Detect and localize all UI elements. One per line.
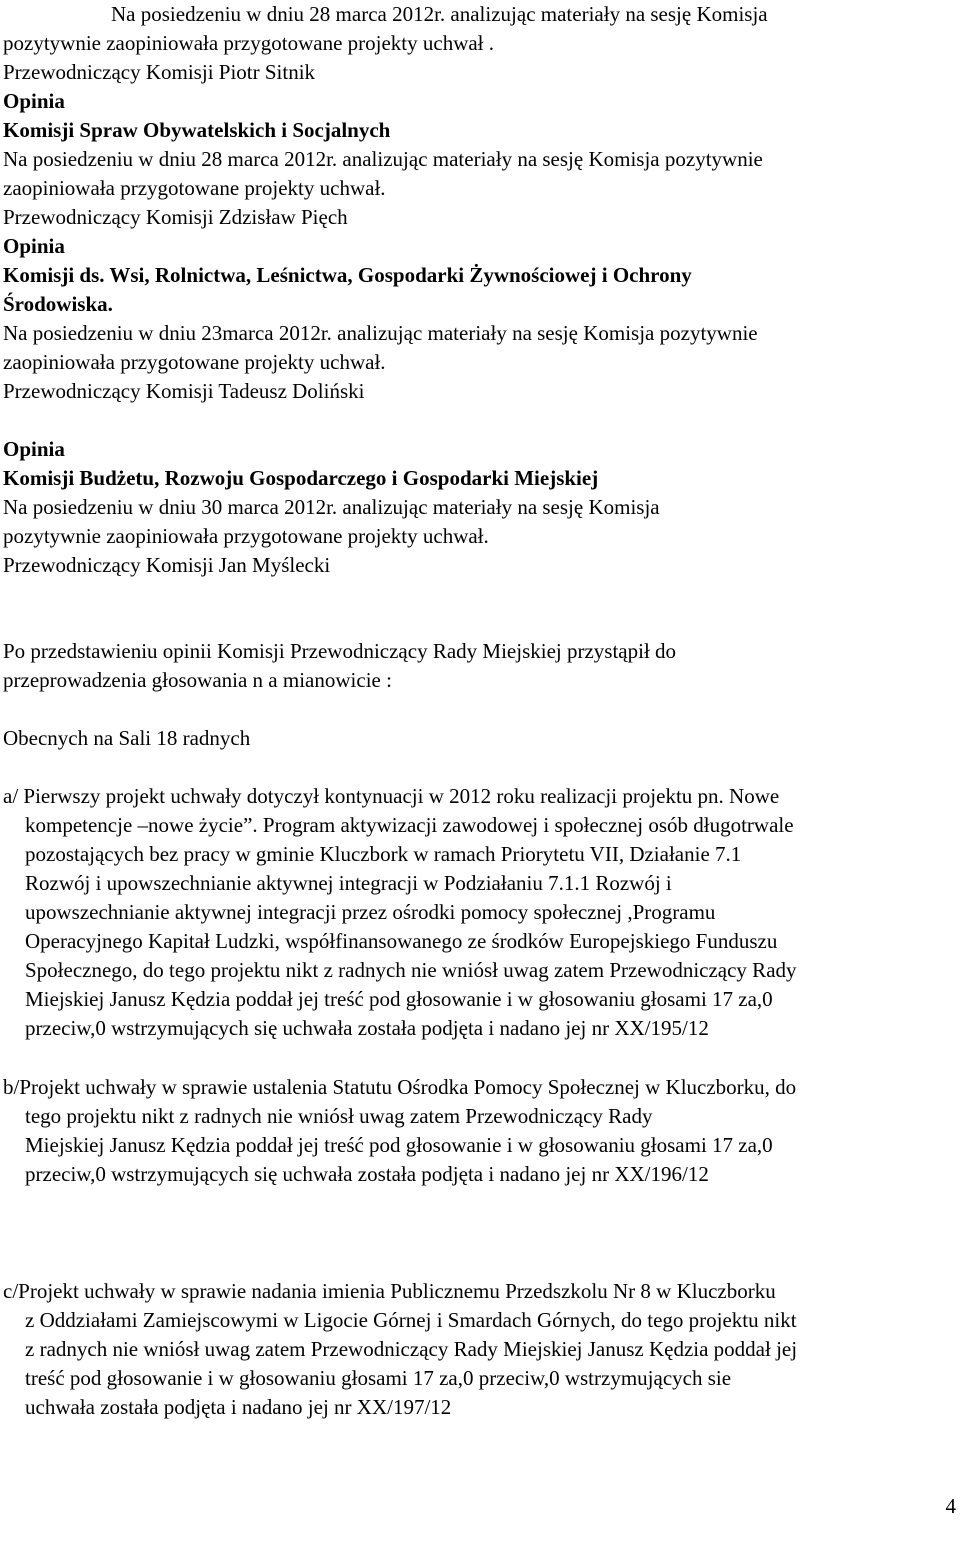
committee-name-continued: Środowiska. xyxy=(3,292,113,316)
text-line: b/Projekt uchwały w sprawie ustalenia Statutu Ośrodka Pomocy Społecznej w Kluczborku, do xyxy=(3,1075,797,1099)
text-line: zaopiniowała przygotowane projekty uchwał. xyxy=(3,176,386,200)
text-line: Na posiedzeniu w dniu 28 marca 2012r. analizując materiały na sesję Komisja xyxy=(111,2,768,26)
attendance-text: Obecnych na Sali 18 radnych xyxy=(3,726,251,750)
text-line: Na posiedzeniu w dniu 28 marca 2012r. analizując materiały na sesję Komisja pozytywnie xyxy=(3,147,763,171)
chair-signature: Przewodniczący Komisji Jan Myślecki xyxy=(3,553,331,577)
text-line: przeciw,0 wstrzymujących się uchwała została podjęta i nadano jej nr XX/196/12 xyxy=(25,1162,709,1186)
text-line: pozytywnie zaopiniowała przygotowane projekty uchwał . xyxy=(3,31,495,55)
text-line: c/Projekt uchwały w sprawie nadania imienia Publicznemu Przedszkolu Nr 8 w Kluczborku xyxy=(3,1279,776,1303)
text-line: Operacyjnego Kapitał Ludzki, współfinansowanego ze środków Europejskiego Funduszu xyxy=(25,929,778,953)
text-line: upowszechnianie aktywnej integracji przez ośrodki pomocy społecznej ,Programu xyxy=(25,900,716,924)
committee-name: Komisji ds. Wsi, Rolnictwa, Leśnictwa, Gospodarki Żywnościowej i Ochrony xyxy=(3,263,692,287)
text-line: Miejskiej Janusz Kędzia poddał jej treść pod głosowanie i w głosowaniu głosami 17 za,0 xyxy=(25,1133,773,1157)
committee-name: Komisji Spraw Obywatelskich i Socjalnych xyxy=(3,118,391,142)
text-line: uchwała została podjęta i nadano jej nr XX/197/12 xyxy=(25,1395,452,1419)
resolution-item-b xyxy=(3,1073,960,1189)
text-line: treść pod głosowanie i w głosowaniu głosami 17 za,0 przeciw,0 wstrzymujących sie xyxy=(25,1366,732,1390)
text-line: z Oddziałami Zamiejscowymi w Ligocie Górnej i Smardach Górnych, do tego projektu nikt xyxy=(25,1308,797,1332)
text-line: z radnych nie wniósł uwag zatem Przewodniczący Rady Miejskiej Janusz Kędzia poddał jej xyxy=(25,1337,798,1361)
chair-signature: Przewodniczący Komisji Piotr Sitnik xyxy=(3,60,316,84)
text-line: pozytywnie zaopiniowała przygotowane projekty uchwał. xyxy=(3,524,489,548)
page-number: 4 xyxy=(945,1494,956,1518)
text-line: Miejskiej Janusz Kędzia poddał jej treść pod głosowanie i w głosowaniu głosami 17 za,0 xyxy=(25,987,773,1011)
resolution-item-c xyxy=(3,1277,960,1422)
opinion-budget-committee xyxy=(3,435,960,580)
chair-signature: Przewodniczący Komisji Tadeusz Doliński xyxy=(3,379,365,403)
opinion-agriculture-committee xyxy=(3,232,960,406)
text-line: pozostających bez pracy w gminie Kluczbork w ramach Priorytetu VII, Działanie 7.1 xyxy=(25,842,742,866)
opinion-heading: Opinia xyxy=(3,437,65,461)
text-line: Po przedstawieniu opinii Komisji Przewodniczący Rady Miejskiej przystąpił do xyxy=(3,639,677,663)
text-line: Na posiedzeniu w dniu 23marca 2012r. analizując materiały na sesję Komisja pozytywnie xyxy=(3,321,758,345)
text-line: tego projektu nikt z radnych nie wniósł uwag zatem Przewodniczący Rady xyxy=(25,1104,653,1128)
text-line: przeprowadzenia głosowania n a mianowicie : xyxy=(3,668,392,692)
attendance-note xyxy=(3,724,960,753)
committee-name: Komisji Budżetu, Rozwoju Gospodarczego i Gospodarki Miejskiej xyxy=(3,466,599,490)
resolution-item-a xyxy=(3,782,960,1043)
text-line: przeciw,0 wstrzymujących się uchwała została podjęta i nadano jej nr XX/195/12 xyxy=(25,1016,709,1040)
voting-intro xyxy=(3,637,960,695)
opinion-heading: Opinia xyxy=(3,89,65,113)
opinion-heading: Opinia xyxy=(3,234,65,258)
opinion-social-committee xyxy=(3,87,960,232)
text-line: kompetencje –nowe życie”. Program aktywizacji zawodowej i społecznej osób długotrwale xyxy=(25,813,794,837)
chair-signature: Przewodniczący Komisji Zdzisław Pięch xyxy=(3,205,348,229)
text-line: zaopiniowała przygotowane projekty uchwał. xyxy=(3,350,386,374)
text-line: a/ Pierwszy projekt uchwały dotyczył kontynuacji w 2012 roku realizacji projektu pn. Nowe xyxy=(3,784,780,808)
text-line: Na posiedzeniu w dniu 30 marca 2012r. analizując materiały na sesję Komisja xyxy=(3,495,660,519)
text-line: Rozwój i upowszechnianie aktywnej integracji w Podziałaniu 7.1.1 Rozwój i xyxy=(25,871,672,895)
top-paragraph xyxy=(3,0,960,87)
text-line: Społecznego, do tego projektu nikt z radnych nie wniósł uwag zatem Przewodniczący Rady xyxy=(25,958,797,982)
